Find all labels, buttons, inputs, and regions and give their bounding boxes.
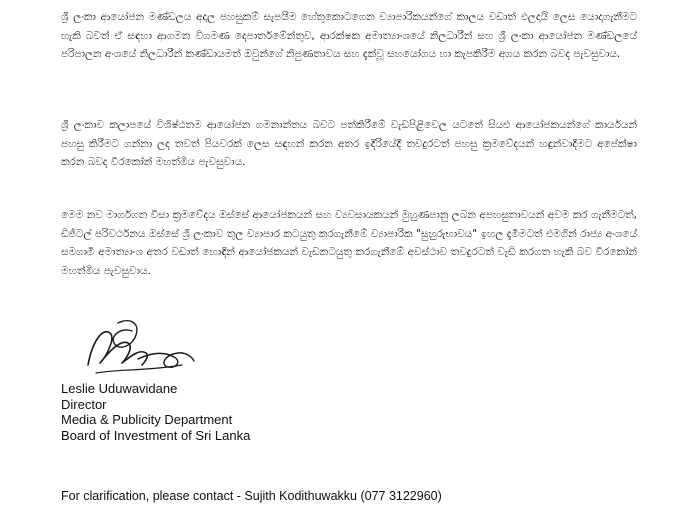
signature-block (61, 381, 461, 443)
signatory-organization: Board of Investment of Sri Lanka (61, 427, 251, 443)
contact-footer: For clarification, please contact - Sujith Kodithuwakku (077 3122960) (61, 489, 442, 503)
signatory-department: Media & Publicity Department (61, 412, 233, 427)
handwritten-signature-icon (78, 313, 198, 383)
signatory-name: Leslie Uduwavidane (61, 381, 178, 396)
body-paragraph-2: ශ්‍රී ලංකාව කලාපයේ විශිෂ්ඨතම ආයෝජන ගමනාන්තය බවට පත්කිරීමේ වැඩපිළිවෙල යටතේ සියළු ආයෝජකයන්ගේ කාර්යයන් පහසු කිරීමට ගන්නා ලද තවත් පියවරක් ලෙස සඳහන් කරන අතර ඉදිරියේදී තවදුරටත් පහසු ක්‍රමවේදයන් හඳුන්වාදීමට අපේක්ෂා කරන බවද වීරකෝන් මහත්මිය පැවසුවාය. (61, 119, 637, 168)
body-paragraph-3: මෙම නව මාර්ගගත වීසා ක්‍රමවේදය ඔස්සේ ආයෝජකයන් සහ ව්‍යවසායකයන් මුහුණපානු ලබන අපහසුතාවයන් අවම කර ගැනීමටත්, ඩිජිටල් පරිවර්ථනය ඔස්සේ ශ්‍රී ලංකාව තුල ව්‍යාපාර කටයුතු කරගැනීමේ ව්‍යාපාරික "සුහුරුභාවය" ඉහල දැමීමටත් එමගින් රාජ්‍ය අංශයේ සමගාමී අමාත්‍යාංශ අතර වඩාත් හොඳින් ආයෝජකයන් වැඩකටයුතු කරගැනීමේ අවස්ථාව තවදුරටත් වැඩි කරගත හැකි බව වීරකෝන් මහත්මිය පැවසුවාය. (61, 209, 637, 277)
signatory-title: Director (61, 396, 107, 412)
body-paragraph-1: ශ්‍රී ලංකා ආයෝජන මණ්ඩලය අදාල පහසුකම් සැපයීම හේතුකොටගෙන ව්‍යාපාරිකයන්ගේ කාලය වඩාත් ඵලදායි ලෙස යොදාගැනීමට හැකි බවත් ඒ සඳහා ආගමන විගමණ දෙපාර්තමේන්තුව, ආරක්ෂක අමාත්‍යාංශයේ නිලධාරීන් සහ ශ්‍රී ලංකා ආයෝජන මණ්ඩලයේ පරිපාලන අංශයේ නිලධාරීන් කණ්ඩායමත් ඔවුන්ගේ නිපුණතාවය සහ දැක්වූ සහයෝගය හා කැපකිරීම අගය කරන බවද පැවසුවාය. (61, 11, 637, 60)
